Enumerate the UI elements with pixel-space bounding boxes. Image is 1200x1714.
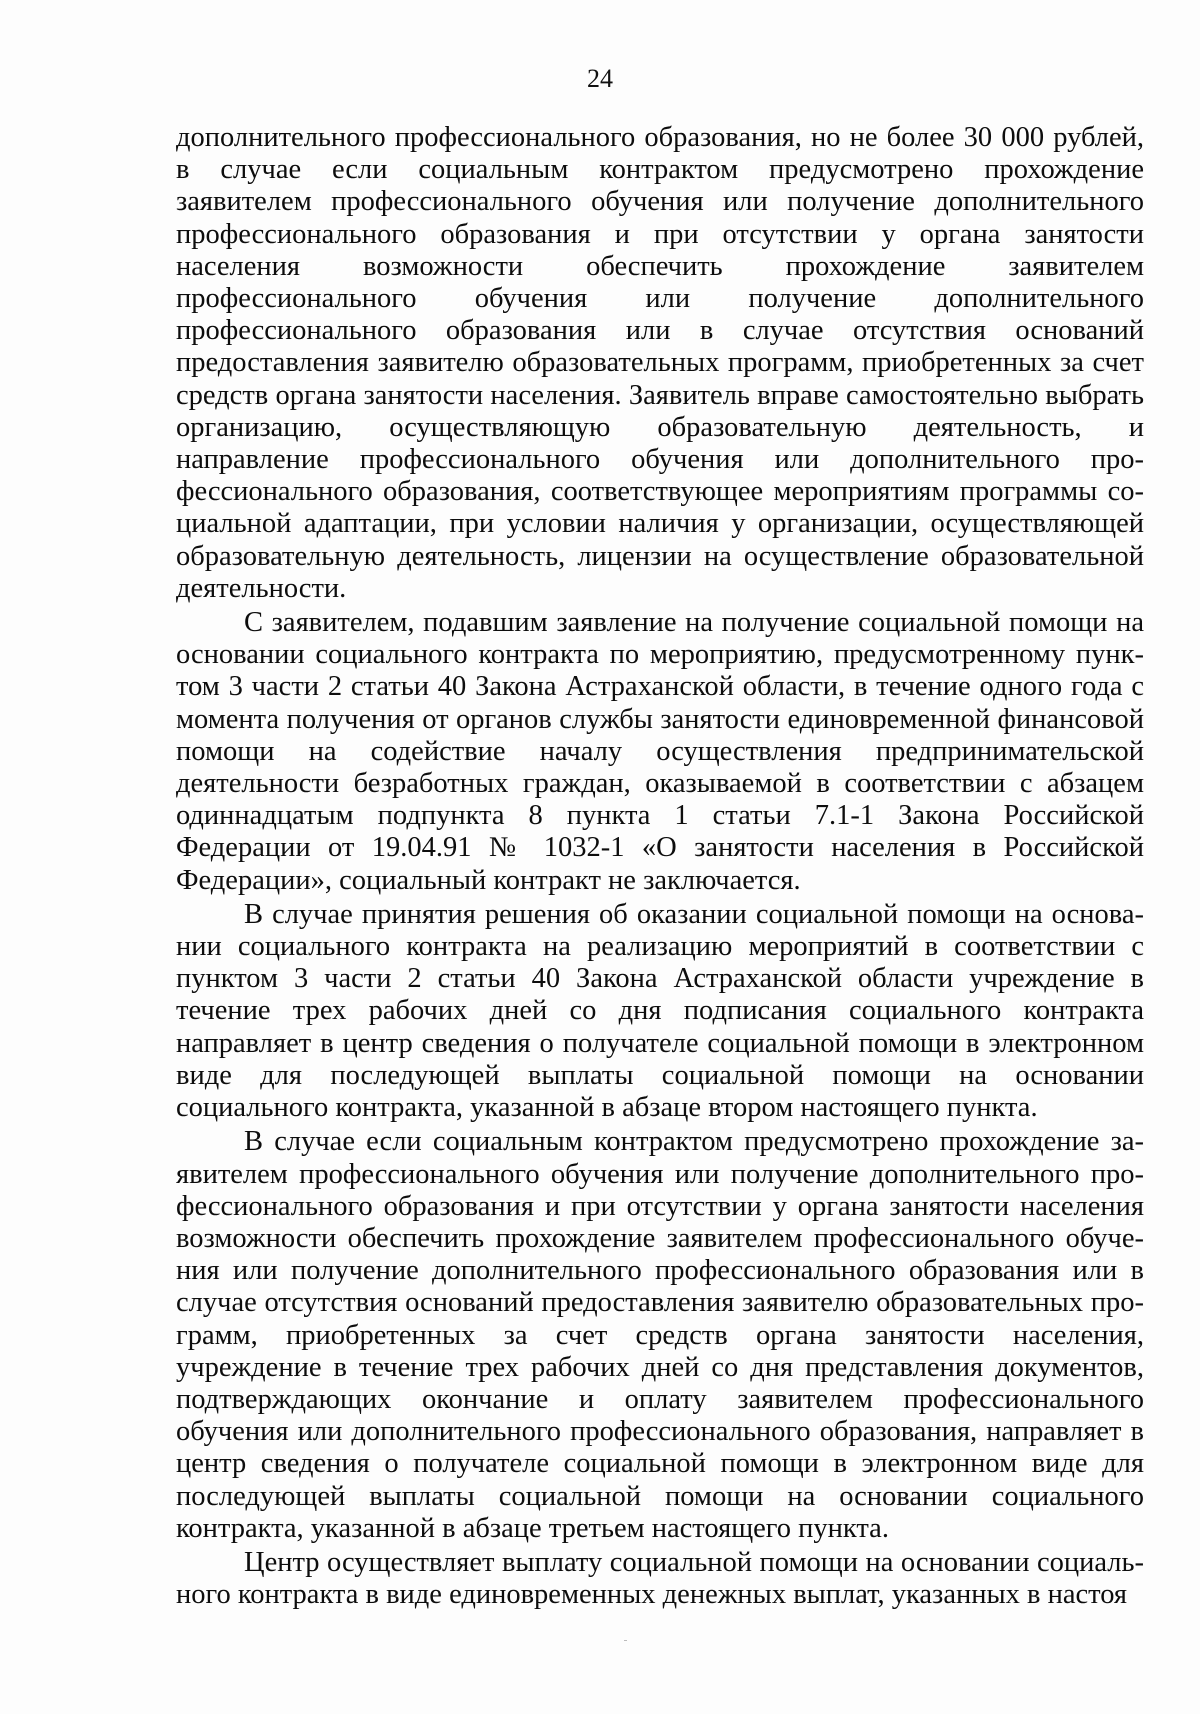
document-body [176,122,1144,1611]
paragraph-professional-training: В случае если социальным контрактом предусмотрено прохождение заявителем профессионального обучения или получение дополнительного профессионального образования и при отсутствии у органа занятости населения возможности обеспечить прохождение заявителем профессионального обучения или получение дополнительного профессионального образования или в случае отсутствия оснований предоставления заявителю образовательных программ, приобретенных за счет средств органа занятости населения, учреждение в течение трех рабочих дней со дня представления документов, подтверждающих окончание и оплату заявителем профессионального обучения или дополнительного профессионального образования, направляет в центр сведения о получателе социальной помощи в электронном виде для последующей выплаты социальной помощи на основании социального контракта, указанной в абзаце третьем настоящего пункта. [176,1126,1144,1544]
paragraph-decision-point-3: В случае принятия решения об оказании социальной помощи на основании социального контракта на реализацию мероприятий в соответствии с пунктом 3 части 2 статьи 40 Закона Астраханской области учреждение в течение трех рабочих дней со дня подписания социального контракта направляет в центр сведения о получателе социальной помощи в электронном виде для последующей выплаты социальной помощи на основании социального контракта, указанной в абзаце втором настоящего пункта. [176,898,1144,1124]
paragraph-contract-not-concluded: С заявителем, подавшим заявление на получение социальной помощи на основании социального контракта по мероприятию, предусмотренному пунктом 3 части 2 статьи 40 Закона Астраханской области, в течение одного года с момента получения от органов службы занятости единовременной финансовой помощи на содействие началу осуществления предпринимательской деятельности безработных граждан, оказываемой в соответствии с абзацем одиннадцатым подпункта 8 пункта 1 статьи 7.1-1 Закона Российской Федерации от 19.04.91 № 1032-1 «О занятости населения в Российской Федерации», социальный контракт не заключается. [176,607,1144,896]
paragraph-continuation: дополнительного профессионального образования, но не более 30 000 рублей, в случае если социальным контрактом предусмотрено прохождение заявителем профессионального обучения или получение дополнительного профессионального образования и при отсутствии у органа занятости населения возможности обеспечить прохождение заявителем профессионального обучения или получение дополнительного профессионального образования или в случае отсутствия оснований предоставления заявителю образовательных программ, приобретенных за счет средств органа занятости населения. Заявитель вправе самостоятельно выбрать организацию, осуществляющую образовательную деятельность, и направление профессионального обучения или дополнительного профессионального образования, соответствующее мероприятиям программы социальной адаптации, при условии наличия у организации, осуществляющей образовательную деятельность, лицензии на осуществление образовательной деятельности. [176,122,1144,604]
page-number: 24 [587,64,613,93]
paragraph-center-payment: Центр осуществляет выплату социальной помощи на основании социального контракта в виде единовременных денежных выплат, указанных в настоя [176,1546,1144,1611]
scan-speck [624,1640,627,1641]
